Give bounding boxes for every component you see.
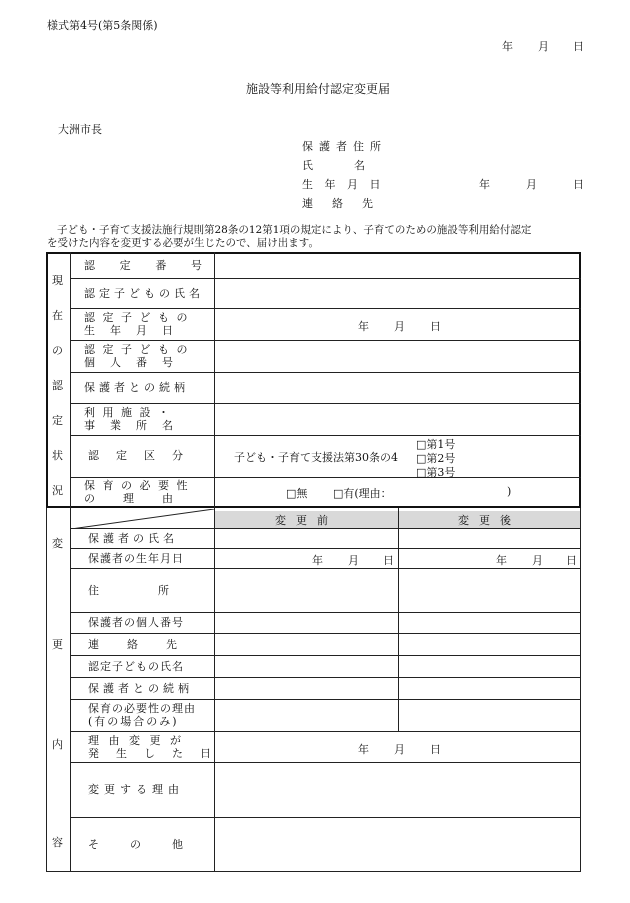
- occurred-year: 年: [358, 743, 369, 756]
- change-vertical-char: 内: [52, 738, 63, 751]
- header-after: 変更後: [399, 511, 580, 528]
- date-day: 日: [573, 40, 584, 53]
- after-birth-day: 日: [566, 554, 577, 567]
- change-vertical-char: 更: [52, 638, 63, 651]
- label-facility: 利 用 施 設 ・ 事 業 所 名: [84, 406, 175, 432]
- current-vertical-char: 在: [52, 309, 63, 322]
- applicant-name-label: 氏 名: [302, 159, 367, 172]
- applicant-birth-month: 月: [526, 178, 537, 191]
- label-care-reason: 保 育 の 必 要 性 の 理 由: [84, 479, 190, 505]
- before-birth-year: 年: [312, 554, 323, 567]
- addressee: 大洲市長: [58, 123, 102, 136]
- current-vertical-char: 現: [52, 274, 63, 287]
- current-vertical-char: 認: [52, 379, 63, 392]
- label-guardian-id: 保護者の個人番号: [88, 616, 184, 629]
- current-birth-month: 月: [394, 320, 405, 333]
- label-child-name-change: 認定子どもの氏名: [88, 660, 184, 673]
- current-vertical-char: 況: [52, 484, 63, 497]
- date-year: 年: [502, 40, 513, 53]
- reason-yes-checkbox[interactable]: □有(理由：: [333, 487, 392, 500]
- applicant-contact-label: 連 絡 先: [302, 197, 377, 210]
- label-relationship-change: 保護者との続柄: [88, 682, 193, 695]
- applicant-birth-year: 年: [479, 178, 490, 191]
- date-month: 月: [538, 40, 549, 53]
- category-option-2[interactable]: □第2号: [416, 452, 456, 465]
- change-vertical-char: 容: [52, 836, 63, 849]
- label-change-reason: 変更する理由: [88, 783, 184, 796]
- reason-none-checkbox[interactable]: □無: [286, 487, 308, 500]
- label-contact: 連 絡 先: [88, 638, 179, 651]
- current-vertical-char: 定: [52, 414, 63, 427]
- occurred-month: 月: [394, 743, 405, 756]
- category-option-3[interactable]: □第3号: [416, 466, 456, 479]
- current-birth-year: 年: [358, 320, 369, 333]
- label-reason-change: 保育の必要性の理由 (有の場合のみ): [88, 702, 196, 728]
- applicant-address-label: 保護者住所: [302, 140, 387, 153]
- category-option-1[interactable]: □第1号: [416, 438, 456, 451]
- label-occurred-date: 理 由 変 更 が 発 生 し た 日: [88, 734, 214, 760]
- label-child-name: 認定子どもの氏名: [84, 287, 204, 300]
- occurred-day: 日: [430, 743, 441, 756]
- change-vertical-char: 変: [52, 537, 63, 550]
- page-title: 施設等利用給付認定変更届: [246, 82, 391, 96]
- label-cert-number: 認 定 番 号: [84, 259, 202, 272]
- intro-line-1: 子ども・子育て支援法施行規則第28条の12第1項の規定により、子育てのための施設等利用給付認定: [57, 224, 532, 236]
- label-other: そ の 他: [88, 838, 186, 851]
- current-vertical-char: 状: [52, 449, 63, 462]
- before-birth-day: 日: [383, 554, 394, 567]
- after-birth-year: 年: [496, 554, 507, 567]
- diagonal-line: [71, 509, 214, 529]
- category-text: 子ども・子育て支援法第30条の4: [234, 451, 398, 464]
- label-guardian-name: 保護者の氏名: [88, 532, 178, 545]
- label-guardian-birth: 保護者の生年月日: [88, 552, 184, 565]
- applicant-birth-label: 生 年 月 日: [302, 178, 385, 191]
- label-child-birth: 認 定 子 ど も の 生 年 月 日: [84, 311, 190, 337]
- form-number: 様式第4号(第5条関係): [47, 19, 158, 32]
- label-relationship: 保護者との続柄: [84, 381, 189, 394]
- applicant-birth-day: 日: [573, 178, 584, 191]
- label-child-id: 認 定 子 ど も の 個 人 番 号: [84, 343, 190, 369]
- after-birth-month: 月: [532, 554, 543, 567]
- label-cert-category: 認 定 区 分: [88, 449, 186, 462]
- intro-line-2: を受けた内容を変更する必要が生じたので、届け出ます。: [47, 237, 319, 249]
- current-birth-day: 日: [430, 320, 441, 333]
- reason-close-paren: ): [507, 485, 512, 498]
- before-birth-month: 月: [348, 554, 359, 567]
- header-before: 変更前: [215, 511, 398, 528]
- current-vertical-char: の: [52, 344, 63, 357]
- label-address: 住 所: [88, 584, 172, 597]
